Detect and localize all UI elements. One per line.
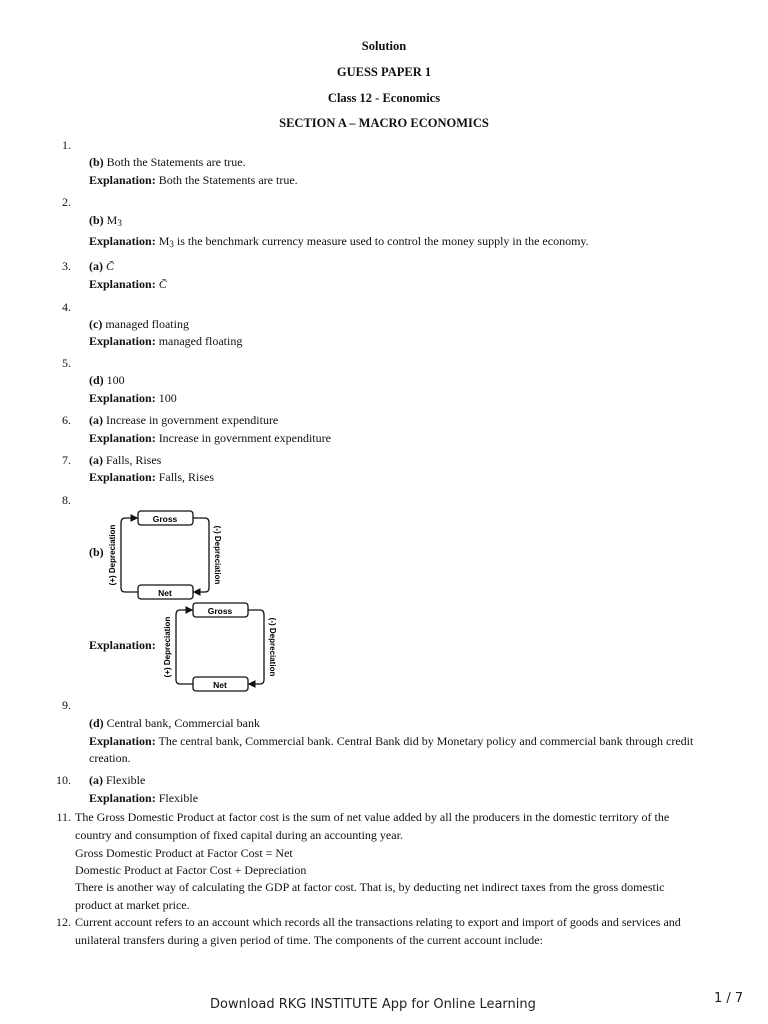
- q12-line-1: Current account refers to an account which records all the transactions relating to export and import of goods and services and: [75, 915, 681, 929]
- q11-line-5: There is another way of calculating the GDP at factor cost. That is, by deducting net indirect taxes from the gross domestic: [75, 880, 665, 894]
- net-label: Net: [213, 680, 227, 690]
- minus-depreciation-label: (-) Depreciation: [213, 525, 222, 585]
- q11-line-2: country and consumption of fixed capital during an accounting year.: [75, 828, 403, 842]
- gross-label: Gross: [207, 606, 233, 616]
- q4-number: 4.: [62, 300, 71, 314]
- q7-answer: (a) Falls, Rises: [89, 453, 162, 467]
- q12-number: 12.: [56, 915, 71, 929]
- net-label: Net: [158, 588, 172, 598]
- q3-explanation: Explanation: C̄: [89, 277, 167, 291]
- left-arrow: [121, 518, 138, 592]
- q8-explanation: Explanation:: [89, 638, 156, 652]
- minus-depreciation-label: (-) Depreciation: [268, 617, 277, 677]
- q9-explanation-cont: creation.: [89, 751, 131, 765]
- q12-line-2: unilateral transfers during a given period of time. The components of the current account include:: [75, 933, 543, 947]
- q3-number: 3.: [62, 259, 71, 273]
- q10-explanation: Explanation: Flexible: [89, 791, 199, 805]
- q10-number: 10.: [56, 773, 71, 787]
- q6-answer: (a) Increase in government expenditure: [89, 413, 279, 427]
- q11-line-1: The Gross Domestic Product at factor cost is the sum of net value added by all the producers in the domestic territory of the: [75, 810, 670, 824]
- q8-number: 8.: [62, 493, 71, 507]
- q4-explanation: Explanation: managed floating: [89, 334, 243, 348]
- q9-number: 9.: [62, 698, 71, 712]
- q2-number: 2.: [62, 195, 71, 209]
- plus-depreciation-label: (+) Depreciation: [108, 524, 117, 586]
- gross-net-diagram-explanation: [160, 600, 282, 696]
- q9-answer: (d) Central bank, Commercial bank: [89, 716, 260, 730]
- left-arrow: [176, 610, 193, 684]
- footer-download-text: Download RKG INSTITUTE App for Online Learning: [210, 997, 536, 1012]
- q6-number: 6.: [62, 413, 71, 427]
- q1-number: 1.: [62, 138, 71, 152]
- q6-explanation: Explanation: Increase in government expenditure: [89, 431, 331, 445]
- q10-answer: (a) Flexible: [89, 773, 146, 787]
- right-arrow: [248, 610, 264, 684]
- q5-number: 5.: [62, 356, 71, 370]
- gross-label: Gross: [152, 514, 178, 524]
- class-subject: Class 12 - Economics: [327, 91, 441, 105]
- plus-depreciation-label: (+) Depreciation: [163, 616, 172, 678]
- q8-answer-option: (b): [89, 545, 104, 559]
- section-heading: SECTION A – MACRO ECONOMICS: [279, 116, 489, 130]
- q5-explanation: Explanation: 100: [89, 391, 177, 405]
- q9-explanation: Explanation: The central bank, Commercial bank. Central Bank did by Monetary policy and commercial bank through credit: [89, 734, 694, 748]
- q3-answer: (a) C̄: [89, 259, 115, 273]
- q11-line-6: product at market price.: [75, 898, 190, 912]
- q5-answer: (d) 100: [89, 373, 125, 387]
- q4-answer: (c) managed floating: [89, 317, 189, 331]
- q11-line-4: Domestic Product at Factor Cost + Depreciation: [75, 863, 307, 877]
- page-number: 1 / 7: [714, 991, 744, 1006]
- q7-explanation: Explanation: Falls, Rises: [89, 470, 215, 484]
- gross-net-diagram-answer: [105, 508, 227, 604]
- solution-heading: Solution: [361, 39, 407, 53]
- q1-answer: (b) Both the Statements are true.: [89, 155, 246, 169]
- right-arrow: [193, 518, 209, 592]
- q2-explanation: Explanation: $M_3$ is the benchmark currency measure used to control the money supply in the economy.: [89, 234, 589, 249]
- q11-line-3: Gross Domestic Product at Factor Cost = Net: [75, 846, 293, 860]
- q7-number: 7.: [62, 453, 71, 467]
- paper-title: GUESS PAPER 1: [336, 65, 432, 79]
- q11-number: 11.: [56, 810, 71, 824]
- q1-explanation: Explanation: Both the Statements are true.: [89, 173, 298, 187]
- q2-answer: (b) $M_3$: [89, 213, 122, 228]
